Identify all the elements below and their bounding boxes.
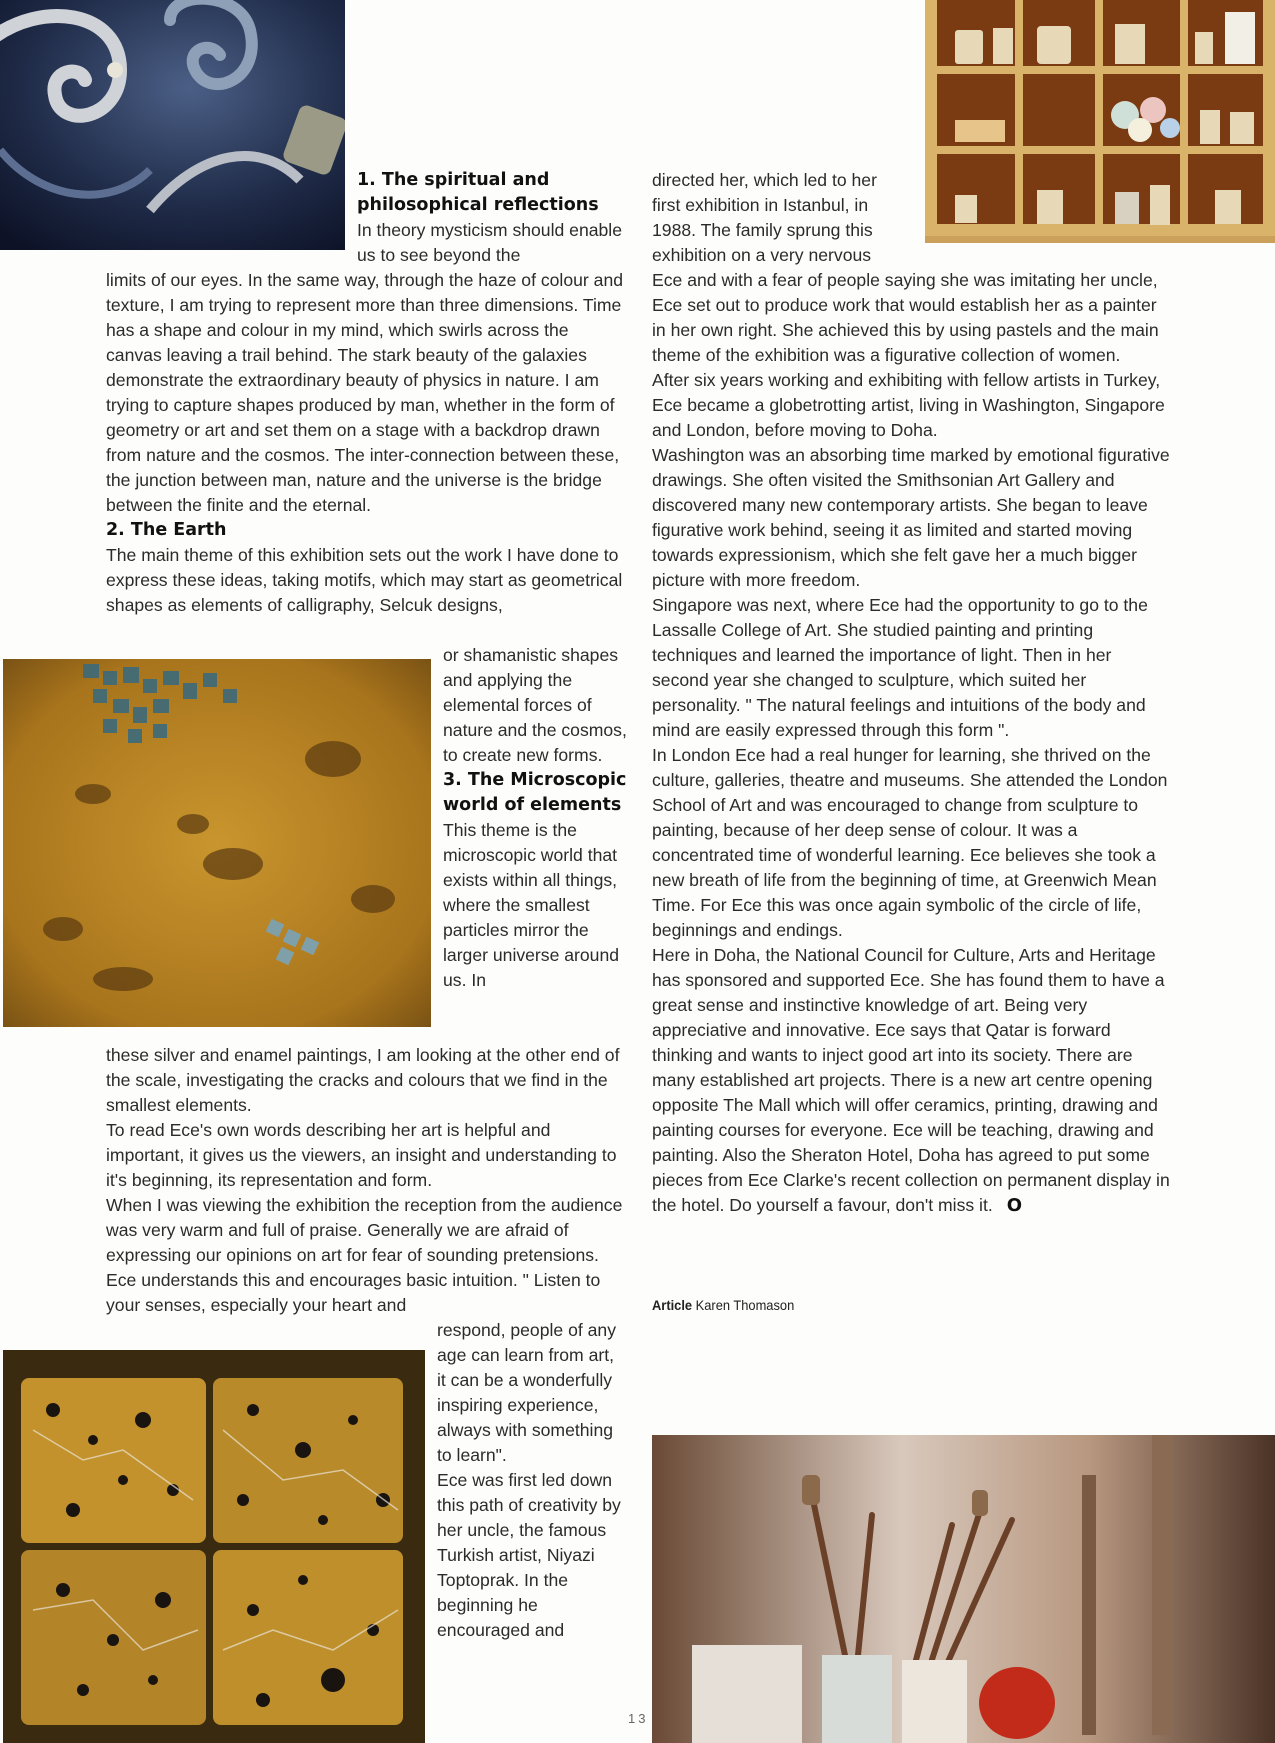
paragraph-washington: Washington was an absorbing time marked by emotional figurative drawings. She often visited the Smithsonian Art Gallery and discovered many new contemporary artists. She began to leave figurative work behind, seeing it as limited and started moving towards expressionism, which she felt gave her a much bigger picture with more freedom. (652, 445, 1170, 590)
paragraph-london: In London Ece had a real hunger for learning, she thrived on the culture, galleries, theatre and museums. She attended the London School of Art and was encouraged to change from sculpture to painting, because of her deep sense of colour. It was a concentrated time of wonderful learning. Ece believes she took a new breath of life from the beginning of time, at Greenwich Mean Time. For Ece this was once again symbolic of the circle of life, beginnings and endings. (652, 745, 1168, 940)
left-column-beside-mosaic (443, 643, 628, 993)
paragraph-first-led-continued-2: Ece and with a fear of people saying she was imitating her uncle, Ece set out to produce work that would establish her as a painter in her own right. She achieved this by using pastels and the main theme of the exhibition was a figurative collection of women. (652, 270, 1159, 365)
earth-mosaic-painting-image (3, 659, 431, 1027)
section-heading-microscopic: 3. The Microscopic world of elements (443, 770, 627, 815)
article-byline (652, 1297, 794, 1313)
left-column-lower (106, 1043, 628, 1318)
paragraph-singapore: Singapore was next, where Ece had the opportunity to go to the Lassalle College of Art. She studied painting and printing techniques and learned the importance of light. Then in her second year she changed to sculpture, which suited her personality. " The natural feelings and intuitions of the body and mind are easily expressed through this form ". (652, 595, 1148, 740)
paragraph-six-years: After six years working and exhibiting with fellow artists in Turkey, Ece became a globetrotting artist, living in Washington, Singapore and London, before moving to Doha. (652, 370, 1165, 440)
right-column-main (652, 268, 1172, 1218)
left-column-beside-panels (437, 1318, 627, 1643)
section-microscopic-body: This theme is the microscopic world that exists within all things, where the smallest particles mirror the larger universe around us. In (443, 820, 620, 990)
section-heading-spiritual: 1. The spiritual and philosophical reflections (357, 170, 599, 215)
left-column-main (106, 268, 626, 618)
section-spiritual-body: limits of our eyes. In the same way, through the haze of colour and texture, I am trying to represent more than three dimensions. Time has a shape and colour in my mind, which swirls across the canvas leaving a trail behind. The stark beauty of the galaxies demonstrate the extraordinary beauty of physics in nature. I am trying to capture shapes produced by man, whether in the form of geometry or art and set them on a stage with a backdrop drawn from nature and the cosmos. The inter-connection between these, the junction between man, nature and the universe is the bridge between the finite and the eternal. (106, 270, 624, 515)
paragraph-first-led-continued: directed her, which led to her first exhibition in Istanbul, in 1988. The family sprung this exhibition on a very nervous (652, 170, 877, 265)
section-heading-earth: 2. The Earth (106, 520, 227, 540)
section-earth-body: The main theme of this exhibition sets out the work I have done to express these ideas, taking motifs, which may start as geometrical shapes as elements of calligraphy, Selcuk designs, (106, 545, 623, 615)
paragraph-viewing-continued: respond, people of any age can learn from art, it can be a wonderfully inspiring experience, always with something to learn". (437, 1320, 617, 1465)
swirl-painting-image (0, 0, 345, 250)
paintbrushes-in-pots-image (652, 1435, 1275, 1743)
section-microscopic-continued: these silver and enamel paintings, I am looking at the other end of the scale, investigating the cracks and colours that we find in the smallest elements. (106, 1045, 620, 1115)
silver-enamel-panels-image (3, 1350, 425, 1743)
shelf-paint-jars-image (925, 0, 1275, 243)
paragraph-doha (652, 943, 1172, 1218)
section-spiritual-intro: In theory mysticism should enable us to see beyond the (357, 220, 623, 265)
byline-author: Karen Thomason (695, 1297, 795, 1313)
paragraph-first-led: Ece was first led down this path of creativity by her uncle, the famous Turkish artist, Niyazi Toptoprak. In the beginning he encouraged and (437, 1470, 621, 1640)
paragraph-read-words: To read Ece's own words describing her art is helpful and important, it gives us the viewers, an insight and understanding to it's beginning, its representation and form. (106, 1120, 617, 1190)
paragraph-viewing: When I was viewing the exhibition the reception from the audience was very warm and full of praise. Generally we are afraid of expressing our opinions on art for fear of sounding pretensions. Ece understands this and encourages basic intuition. " Listen to your senses, especially your heart and (106, 1195, 623, 1315)
right-column-top (652, 168, 897, 268)
section-earth-continued: or shamanistic shapes and applying the elemental forces of nature and the cosmos, to create new forms. (443, 645, 627, 765)
section-spiritual-heading-block (357, 168, 627, 268)
end-mark-icon: O (1006, 1195, 1023, 1216)
page-number: 13 (628, 1711, 649, 1726)
byline-label: Article (652, 1297, 693, 1313)
paragraph-doha-text: Here in Doha, the National Council for Culture, Arts and Heritage has sponsored and supported Ece. She has found them to have a great sense and instinctive knowledge of art. Being very appreciative and innovative. Ece says that Qatar is forward thinking and wants to inject good art into its society. There are many established art projects. There is a new art centre opening opposite The Mall which will offer ceramics, printing, drawing and painting courses for everyone. Ece will be teaching, drawing and painting. Also the Sheraton Hotel, Doha has agreed to put some pieces from Ece Clarke's recent collection on permanent display in the hotel. Do yourself a favour, don't miss it. (652, 945, 1170, 1215)
